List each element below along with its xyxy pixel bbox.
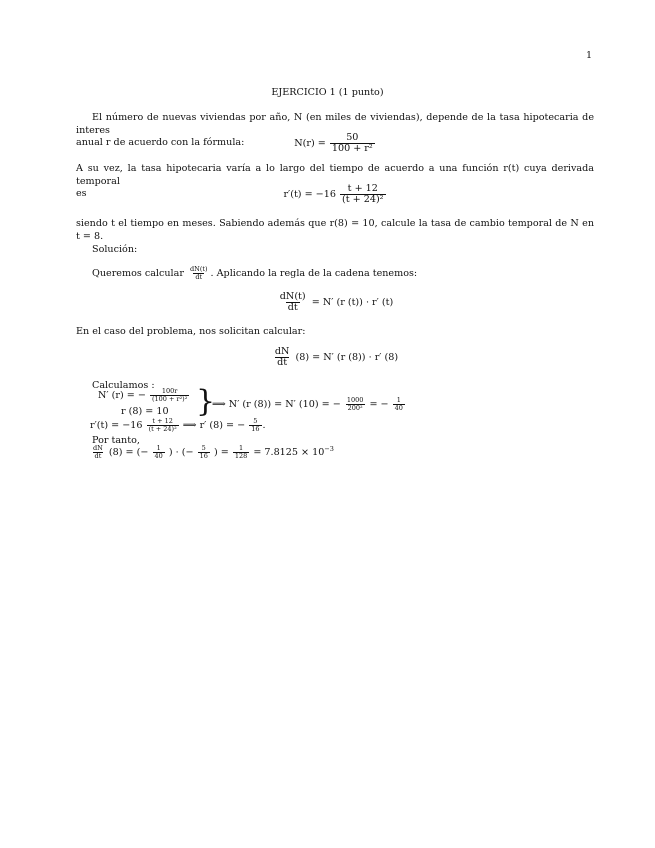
want-numerator: dN(t) [189, 265, 208, 273]
rprime-end: . [262, 419, 266, 431]
rprime-numerator: t + 12 [152, 417, 173, 425]
calc-n-prime [98, 388, 190, 403]
case-equation [76, 347, 594, 368]
intro-line-1: El número de nuevas viviendas por año, N (en miles de viviendas), depende de la tasa hipotecaria de interes [76, 112, 594, 136]
rprime-fraction [147, 418, 179, 433]
case-rhs: (8) = N′ (r (8)) · r′ (8) [295, 352, 399, 364]
right-brace: } [196, 384, 216, 419]
calc-r8: r (8) = 10 [121, 406, 169, 417]
eq2-numerator: t + 12 [347, 183, 378, 194]
calc-label: Calculamos : [92, 380, 155, 391]
final-c-fraction [233, 445, 249, 460]
chain-numerator: dN(t) [279, 291, 306, 302]
final-numerator: dN [93, 444, 103, 453]
chain-rule-equation [76, 292, 594, 313]
rate-line-2: es [76, 188, 87, 199]
want-text: Queremos calcular [92, 267, 184, 279]
eq1-lhs: N(r) = [294, 138, 326, 150]
exercise-heading: EJERCICIO 1 (1 punto) [271, 87, 384, 98]
final-c: ) = [213, 447, 229, 459]
calc-implies-1 [212, 397, 406, 412]
equation-r-prime [76, 184, 594, 205]
calc-val-numerator: 1000 [346, 396, 364, 404]
calc-res-numerator: 1 [396, 396, 401, 404]
final-c-denominator: 128 [234, 452, 248, 461]
final-result-line [90, 445, 334, 460]
therefore-label: Por tanto, [92, 435, 140, 446]
final-fraction [91, 445, 105, 460]
solution-label: Solución: [92, 244, 138, 255]
rprime-res-numerator: 5 [253, 417, 258, 425]
final-b: ) · (− [168, 447, 194, 459]
calc-n-lhs: N′ (r) = − [98, 389, 146, 401]
intro-line-2: anual r de acuerdo con la fórmula: [76, 137, 245, 148]
final-b-fraction [198, 445, 210, 460]
final-a-numerator: 1 [156, 444, 161, 453]
final-denominator: dt [94, 452, 102, 461]
chain-denominator: dt [287, 302, 298, 314]
calc-res-denominator: 40 [394, 403, 403, 412]
equation-n-of-r [76, 133, 594, 154]
want-line [92, 266, 417, 281]
final-b-numerator: 5 [201, 444, 206, 453]
rprime-lhs: r′(t) = −16 [90, 419, 143, 431]
question-paragraph [76, 218, 594, 243]
question-line: siendo t el tiempo en meses. Sabiendo además que r(8) = 10, calcule la tasa de cambio temporal de N en t = 8. [76, 218, 594, 242]
final-value: = 7.8125 × 10 [253, 447, 325, 459]
calc-n-denominator: (100 + r²)² [151, 394, 188, 403]
calc-n-numerator: 100r [161, 387, 178, 395]
eq1-fraction [330, 133, 375, 154]
final-a-denominator: 40 [154, 452, 163, 461]
calc-val-fraction [345, 397, 366, 412]
rprime-line [90, 418, 266, 433]
chain-rhs: = N′ (r (t)) · r′ (t) [311, 297, 394, 309]
eq2-lhs: r′(t) = −16 [283, 189, 336, 201]
final-b-denominator: 16 [199, 452, 208, 461]
calc-eq: = − [369, 398, 389, 410]
calc-res-fraction [393, 397, 405, 412]
rprime-denominator: (t + 24)² [148, 424, 177, 433]
final-c-numerator: 1 [238, 444, 244, 453]
want-text-2: . Aplicando la regla de la cadena tenemos: [210, 267, 418, 279]
final-a: (8) = (− [108, 447, 149, 459]
eq1-numerator: 50 [346, 132, 359, 143]
final-a-fraction [153, 445, 165, 460]
calc-val-denominator: 200² [347, 403, 363, 412]
case-numerator: dN [274, 346, 290, 357]
calc-implies-text: ⟹ N′ (r (8)) = N′ (10) = − [212, 398, 341, 410]
final-exponent: −3 [324, 445, 334, 453]
page-number: 1 [586, 50, 593, 61]
eq2-denominator: (t + 24)² [342, 194, 384, 206]
case-fraction [273, 347, 292, 368]
rprime-res-denominator: 16 [251, 424, 260, 433]
rate-line-1: A su vez, la tasa hipotecaria varía a lo largo del tiempo de acuerdo a una función r(t) cuya derivada temporal [76, 163, 594, 187]
eq2-fraction [340, 184, 386, 205]
eq1-denominator: 100 + r² [331, 143, 373, 155]
rprime-res-fraction [249, 418, 261, 433]
case-denominator: dt [277, 357, 288, 369]
case-line: En el caso del problema, nos solicitan calcular: [76, 326, 306, 337]
calc-n-fraction [150, 388, 189, 403]
want-denominator: dt [195, 272, 203, 281]
rprime-implies: ⟹ r′ (8) = − [182, 419, 246, 431]
want-fraction [188, 266, 210, 281]
chain-fraction [278, 292, 308, 313]
